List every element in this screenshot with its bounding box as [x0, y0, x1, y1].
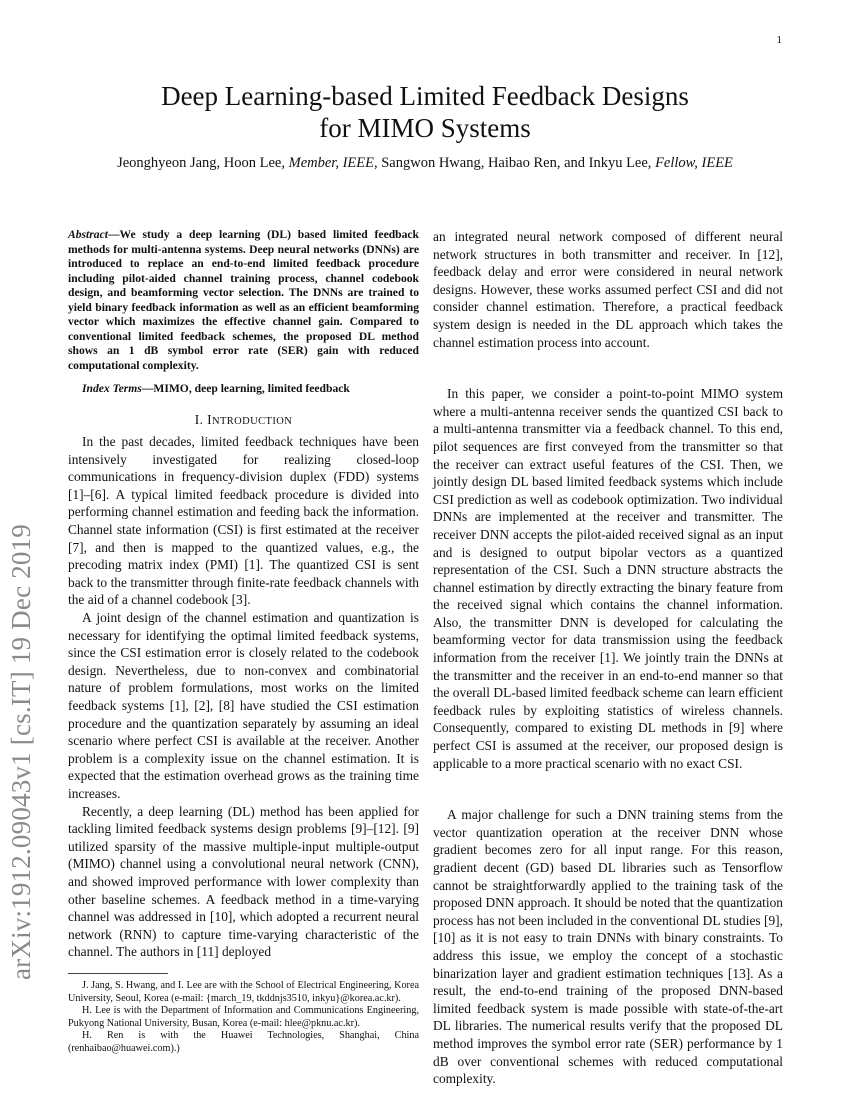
title-line-1: Deep Learning-based Limited Feedback Designs	[161, 81, 689, 111]
left-column	[68, 228, 419, 1055]
paper-title	[0, 80, 850, 144]
abstract-text: —We study a deep learning (DL) based limited feedback methods for multi-antenna systems. Deep neural networks (DNNs) are introduced to replace an end-to-end limited feedback procedure including pilot-aided channel training process, channel codebook design, and beamforming vector selection. The DNNs are trained to yield binary feedback information as well as an efficient beamforming vector which maximizes the effective channel gain. Compared to conventional limited feedback schemes, the proposed DL method shows an 1 dB symbol error rate (SER) gain with reduced computational complexity.	[68, 228, 419, 372]
section-numeral: I.	[194, 411, 208, 427]
abstract	[68, 228, 419, 373]
intro-paragraph-2: A joint design of the channel estimation and quantization is necessary for identifying the optimal limited feedback systems, since the CSI estimation error is closely related to the codebook design. Nevertheless, due to non-convex and combinatorial nature of problem formulations, most works on the limited feedback systems [1], [2], [8] have studied the CSI estimation procedure and the quantization separately by assuming an ideal scenario where perfect CSI is available at the receiver. Another problem is a complexity issue on the channel estimation. It is expected that the estimation overhead grows as the training time increases.	[68, 610, 419, 801]
paragraph-gap	[433, 772, 783, 806]
paragraph-gap	[433, 351, 783, 385]
author-list	[0, 155, 850, 172]
authors-member: Member, IEEE	[288, 155, 374, 171]
footnote-1: J. Jang, S. Hwang, and I. Lee are with the School of Electrical Engineering, Korea University, Seoul, Korea (e-mail: {march_19, tkddnjs3510, inkyu}@korea.ac.kr).	[68, 979, 419, 1004]
intro-paragraph-1: In the past decades, limited feedback techniques have been intensively investigated for realizing closed-loop communications in frequency-division duplex (FDD) systems [1]–[6]. A typical limited feedback procedure is divided into performing channel estimation and feeding back the information. Channel state information (CSI) is first estimated at the receiver [7], and then is mapped to the quantized values, e.g., the precoding matrix index (PMI) [1]. The quantized CSI is sent back to the transmitter through finite-rate feedback channels with the aid of a channel codebook [3].	[68, 434, 419, 608]
intro-paragraph-3: Recently, a deep learning (DL) method has been applied for tackling limited feedback systems design problems [9]–[12]. [9] utilized sparsity of the massive multiple-input multiple-output (MIMO) channel using a convolutional neural network (CNN), and showed improved performance with lower complexity than other baseline schemes. A feedback method in a time-varying channel was addressed in [10], which adopted a recurrent neural network (RNN) to capture time-varying characteristic of the channel. The authors in [11] deployed	[68, 803, 419, 960]
right-paragraph-2: In this paper, we consider a point-to-point MIMO system where a multi-antenna receiver sends the quantized CSI back to a multi-antenna transmitter via a feedback channel. To this end, pilot sequences are first conveyed from the transmitter so that the receiver can extract useful features of the CSI. Then, we jointly design DL based limited feedback systems which include CSI prediction as well as codebook optimization. Two individual DNNs are implemented at the receiver and transmitter. The receiver DNN accepts the pilot-aided received signal as an input and is designed to output bipolar vectors as a quantized representation of the CSI. Such a DNN structure abstracts the channel estimation by directly extracting the binary feature from the received signal which contains the channel information. Also, the transmitter DNN is developed for calculating the beamforming vector for data transmission using the feedback information from the receiver [1]. We jointly train the DNNs at the transmitter and the receiver in an end-to-end manner so that the overall DL-based limited feedback scheme can learn efficient feedback rules by exploiting statistics of wireless channels. Consequently, compared to existing DL methods in [9] where perfect CSI is assumed at the receiver, our proposed design is applicable to a more practical scenario with no exact CSI.	[433, 386, 783, 771]
index-terms-label: Index Terms	[82, 382, 142, 395]
footnote-rule	[68, 973, 168, 974]
abstract-label: Abstract	[68, 228, 108, 241]
footnote-3: H. Ren is with the Huawei Technologies, Shanghai, China (renhaibao@huawei.com).)	[68, 1030, 419, 1054]
index-terms-text: —MIMO, deep learning, limited feedback	[141, 382, 350, 395]
arxiv-stamp-text: arXiv:1912.09043v1 [cs.IT] 19 Dec 2019	[6, 523, 36, 980]
right-column	[433, 228, 783, 1088]
section-initial: I	[207, 411, 212, 427]
section-title-rest: NTRODUCTION	[211, 415, 293, 427]
authors-part-1: Jeonghyeon Jang, Hoon Lee,	[117, 155, 289, 171]
title-line-2: for MIMO Systems	[319, 113, 531, 143]
right-paragraph-3: A major challenge for such a DNN training stems from the vector quantization operation at the receiver DNN whose gradient becomes zero for all input range. For this reason, gradient decent (GD) based DL libraries such as Tensorflow cannot be straightforwardly applied to the training task of the proposed DNN approach. It should be noted that the quantization process has not been included in the conventional DL studies [9], [10] as it is not easy to train DNNs with binary constraints. To address this issue, we employ the concept of a stochastic binarization layer and gradient estimation techniques [13]. As a result, the end-to-end training of the proposed DNN-based limited feedback system is made possible with state-of-the-art DL libraries. The numerical results verify that the proposed DL method improves the symbol error rate (SER) performance by 1 dB over conventional schemes with reduced computational complexity.	[433, 807, 783, 1087]
index-terms	[68, 382, 419, 397]
footnote-2: H. Lee is with the Department of Information and Communications Engineering, Pukyong National University, Busan, Korea (e-mail: hlee@pknu.ac.kr).	[68, 1005, 419, 1029]
page-number: 1	[776, 34, 782, 46]
section-heading-introduction	[68, 411, 419, 431]
right-paragraph-1: an integrated neural network composed of different neural network structures in both transmitter and receiver. In [12], feedback delay and error were considered in neural network designs. However, these works assumed perfect CSI and did not consider channel estimation. Therefore, a practical feedback system design is needed in the DL approach which takes the channel estimation process into account.	[433, 229, 783, 350]
authors-fellow: Fellow, IEEE	[655, 155, 733, 171]
authors-part-2: , Sangwon Hwang, Haibao Ren, and Inkyu Lee,	[373, 155, 656, 171]
